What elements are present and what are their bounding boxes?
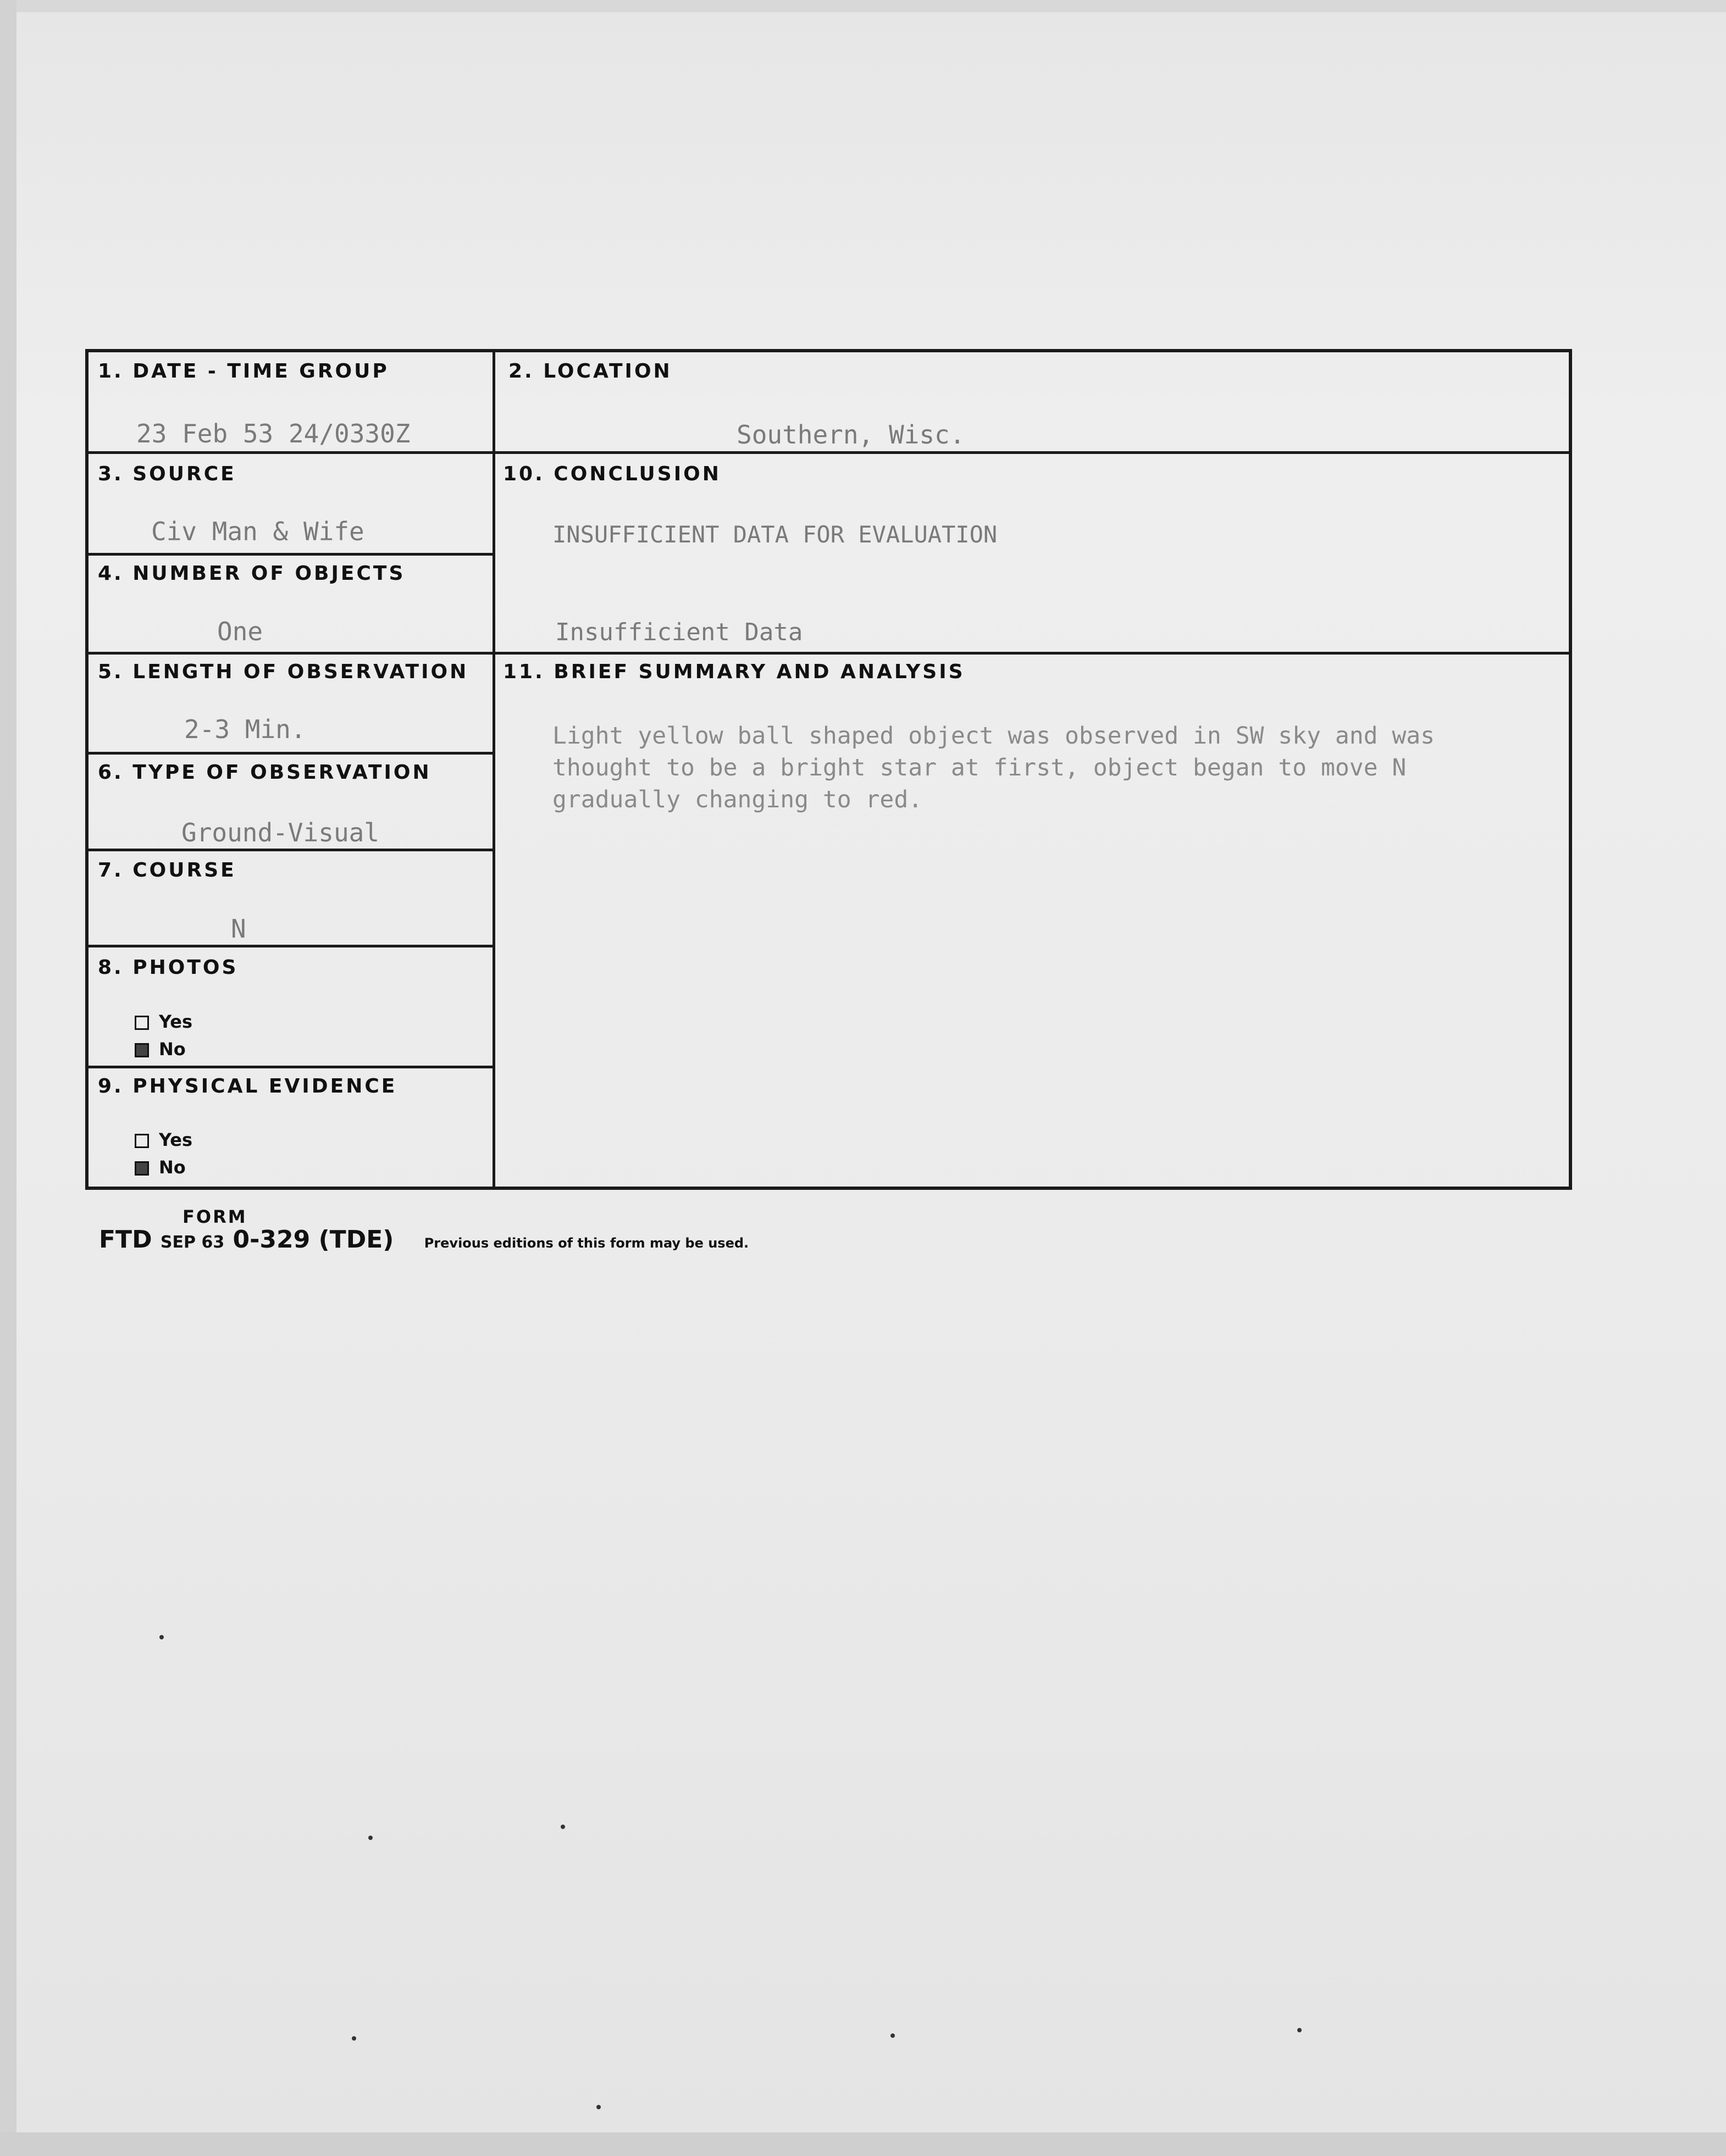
location-value: Southern, Wisc. <box>737 420 965 450</box>
physical-evidence-yes-option[interactable]: Yes <box>135 1129 192 1150</box>
footer-form-word: FORM <box>182 1206 247 1227</box>
conclusion-value: INSUFFICIENT DATA FOR EVALUATION <box>552 521 998 548</box>
date-time-group-label: 1. DATE - TIME GROUP <box>98 360 389 383</box>
date-time-group-value: 23 Feb 53 24/0330Z <box>136 419 411 448</box>
type-of-observation-label: 6. TYPE OF OBSERVATION <box>98 761 432 784</box>
photos-no-checkbox[interactable] <box>135 1043 149 1057</box>
footer-note: Previous editions of this form may be used. <box>424 1235 749 1251</box>
physical-evidence-yes-checkbox[interactable] <box>135 1134 149 1148</box>
physical-evidence-no-checkbox[interactable] <box>135 1161 149 1176</box>
number-of-objects-value: One <box>217 617 263 646</box>
course-value: N <box>231 914 246 944</box>
type-of-observation-value: Ground-Visual <box>181 818 380 847</box>
physical-evidence-no-option[interactable]: No <box>135 1157 186 1178</box>
length-of-observation-value: 2-3 Min. <box>184 714 306 744</box>
photos-yes-option[interactable]: Yes <box>135 1011 192 1032</box>
conclusion-label: 10. CONCLUSION <box>503 463 721 485</box>
summary-label: 11. BRIEF SUMMARY AND ANALYSIS <box>503 661 965 683</box>
number-of-objects-label: 4. NUMBER OF OBJECTS <box>98 562 406 585</box>
photos-yes-checkbox[interactable] <box>135 1016 149 1030</box>
conclusion-note: Insufficient Data <box>555 618 803 646</box>
physical-evidence-label: 9. PHYSICAL EVIDENCE <box>98 1075 397 1098</box>
location-label: 2. LOCATION <box>508 360 672 383</box>
source-label: 3. SOURCE <box>98 463 236 485</box>
course-label: 7. COURSE <box>98 859 236 882</box>
length-of-observation-label: 5. LENGTH OF OBSERVATION <box>98 661 469 683</box>
source-value: Civ Man & Wife <box>151 517 364 546</box>
footer-form-id: FTD SEP 63 0-329 (TDE) Previous editions of this form may be used. <box>99 1226 749 1254</box>
summary-text: Light yellow ball shaped object was observed in SW sky and was thought to be a bright star at first, object began to move N gradually changing to red. <box>552 722 1435 813</box>
photos-label: 8. PHOTOS <box>98 956 239 979</box>
photos-no-option[interactable]: No <box>135 1039 186 1060</box>
